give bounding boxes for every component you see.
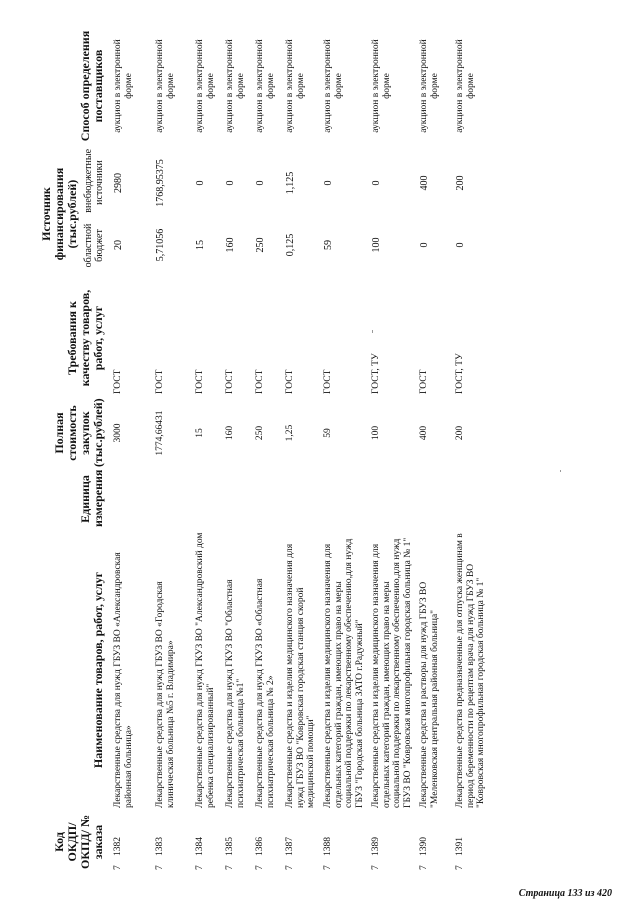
scan-speck <box>372 330 373 333</box>
regional-budget-value: 15 <box>195 240 206 251</box>
name-cell: Лекарственные средства для нужд ГКУЗ ВО «Областная психиатрическая больница № 2» <box>255 578 276 808</box>
extra-budget-value: 2980 <box>113 173 124 194</box>
requirements-cell: ГОСТ <box>323 369 333 394</box>
unit-cell <box>111 469 153 529</box>
code-pair <box>285 814 296 870</box>
table-row <box>111 23 153 873</box>
code-value: 7 <box>371 865 381 870</box>
extra-budget-value: 400 <box>419 175 430 191</box>
col-header-unit: Единица измерения <box>78 469 105 527</box>
code-pair <box>113 814 124 870</box>
order-number: 1387 <box>285 837 295 856</box>
name-cell: Лекарственные средства для нужд ГКУЗ ВО "Областная психиатрическая больница №1" <box>225 579 246 808</box>
name-cell: Лекарственные средства и изделия медицинского назначения для нужд ГБУЗ ВО "Ковровская городская станция скорой медицинской помощи" <box>285 543 316 808</box>
source-values <box>455 152 466 276</box>
page-number: Страница 133 из 420 <box>518 888 612 899</box>
table-row <box>369 23 417 873</box>
requirements-cell: ГОСТ <box>419 369 429 394</box>
code-pair <box>155 814 166 870</box>
table-row <box>417 23 453 873</box>
unit-cell <box>453 469 497 529</box>
code-cell <box>369 811 417 873</box>
source-values <box>323 152 334 276</box>
method-cell: аукцион в электронной форме <box>225 39 246 133</box>
name-cell: Лекарственные средства и изделия медицинского назначения для отдельных категорий граждан, имеющих право на меры социальной поддержки по лекарственному обеспечению,для нужд ГБУЗ ВО "Ковровская многопрофильная городская больница № 1" <box>371 537 413 808</box>
code-cell <box>453 811 497 873</box>
code-pair <box>455 814 466 870</box>
code-pair <box>371 814 382 870</box>
header-row <box>38 23 111 873</box>
source-cell <box>223 149 253 279</box>
source-cell <box>153 149 193 279</box>
cost-cell: 160 <box>225 425 235 441</box>
code-value: 7 <box>155 865 165 870</box>
extra-budget-value: 1,125 <box>285 171 296 195</box>
code-value: 7 <box>255 865 265 870</box>
order-number: 1383 <box>155 837 165 856</box>
source-cell <box>369 149 417 279</box>
code-cell <box>253 811 283 873</box>
order-number: 1388 <box>323 837 333 856</box>
code-pair <box>255 814 266 870</box>
table-row <box>321 23 369 873</box>
cost-cell: 250 <box>255 425 265 441</box>
code-value: 7 <box>225 865 235 870</box>
scan-speck <box>560 470 561 472</box>
method-cell: аукцион в электронной форме <box>255 39 276 133</box>
cost-cell: 1774,66431 <box>155 410 165 456</box>
order-number: 1386 <box>255 837 265 856</box>
cost-cell: 100 <box>371 425 381 441</box>
code-value: 7 <box>195 865 205 870</box>
source-values <box>371 152 382 276</box>
col-header-method: Способ определения поставщиков <box>78 30 105 142</box>
cost-cell: 15 <box>195 428 205 438</box>
extra-budget-value: 0 <box>371 180 382 186</box>
col-header-name: Наименование товаров, работ, услуг <box>91 571 105 769</box>
regional-budget-value: 59 <box>323 240 334 251</box>
regional-budget-value: 0 <box>455 242 466 248</box>
name-cell: Лекарственные средства для нужд ГКУЗ ВО "Александровский дом ребенка специализированный" <box>195 532 216 808</box>
name-cell: Лекарственные средства и изделия медицинского назначения для отдельных категорий граждан, имеющих право на меры социальной поддержки по лекарственному обеспечению,для нужд ГБУЗ "Городская больница ЗАТО г.Радужный" <box>323 538 365 808</box>
code-cell <box>153 811 193 873</box>
code-value: 7 <box>455 865 465 870</box>
source-values <box>113 152 124 276</box>
code-value: 7 <box>323 865 333 870</box>
code-pair <box>225 814 236 870</box>
code-pair <box>195 814 206 870</box>
cost-cell: 200 <box>455 425 465 441</box>
regional-budget-value: 0 <box>419 242 430 248</box>
order-number: 1390 <box>419 837 429 856</box>
unit-cell <box>321 469 369 529</box>
source-cell <box>253 149 283 279</box>
method-cell: аукцион в электронной форме <box>455 39 476 133</box>
code-pair <box>323 814 334 870</box>
regional-budget-value: 20 <box>113 240 124 251</box>
code-cell <box>283 811 321 873</box>
extra-budget-value: 0 <box>195 180 206 186</box>
method-cell: аукцион в электронной форме <box>285 39 306 133</box>
requirements-cell: ГОСТ <box>225 369 235 394</box>
unit-cell <box>417 469 453 529</box>
order-number: 1382 <box>113 837 123 856</box>
order-number: 1385 <box>225 837 235 856</box>
unit-cell <box>223 469 253 529</box>
requirements-cell: ГОСТ <box>255 369 265 394</box>
table-row <box>223 23 253 873</box>
extra-budget-value: 0 <box>225 180 236 186</box>
source-values <box>419 152 430 276</box>
method-cell: аукцион в электронной форме <box>155 39 176 133</box>
name-cell: Лекарственные средства предназначенные для отпуска женщинам в период беременности по рецептам врача для нужд ГБУЗ ВО "Ковровская многопрофильная городская больница № 1" <box>455 533 486 808</box>
extra-budget-value: 0 <box>323 180 334 186</box>
requirements-cell: ГОСТ, ТУ <box>455 353 465 394</box>
regional-budget-value: 0,125 <box>285 233 296 257</box>
regional-budget-value: 5,71056 <box>155 228 166 262</box>
source-cell <box>111 149 153 279</box>
source-cell <box>453 149 497 279</box>
method-cell: аукцион в электронной форме <box>419 39 440 133</box>
source-cell <box>283 149 321 279</box>
source-title: Источник финансирования (тыс.рублей) <box>39 167 79 261</box>
method-cell: аукцион в электронной форме <box>195 39 216 133</box>
source-values <box>225 152 236 276</box>
table-row <box>253 23 283 873</box>
source-values <box>285 152 296 276</box>
cost-cell: 3000 <box>113 423 123 443</box>
unit-cell <box>369 469 417 529</box>
col-header-code: Код ОКДП/ ОКПД/ № заказа <box>52 814 105 870</box>
unit-cell <box>153 469 193 529</box>
table-row <box>283 23 321 873</box>
source-values <box>255 152 266 276</box>
code-cell <box>223 811 253 873</box>
code-value: 7 <box>419 865 429 870</box>
order-number: 1384 <box>195 837 205 856</box>
extra-budget-value: 200 <box>455 175 466 191</box>
code-cell <box>321 811 369 873</box>
name-cell: Лекарственные средства для нужд ГБУЗ ВО «Александровская районная больница» <box>113 552 134 808</box>
requirements-cell: ГОСТ <box>113 369 123 394</box>
col-header-requirements: Требования к качеству товаров, работ, услуг <box>65 289 105 387</box>
name-cell: Лекарственные средства и растворы для нужд ГБУЗ ВО "Меленковская центральная районная больница" <box>419 581 440 808</box>
method-cell: аукцион в электронной форме <box>323 39 344 133</box>
cost-cell: 59 <box>323 428 333 438</box>
source-cell <box>193 149 223 279</box>
col-header-source <box>38 149 111 279</box>
regional-budget-value: 160 <box>225 237 236 253</box>
extra-budget-value: 1768,95375 <box>155 159 166 207</box>
table-row <box>193 23 223 873</box>
method-cell: аукцион в электронной форме <box>113 39 134 133</box>
requirements-cell: ГОСТ <box>155 369 165 394</box>
cost-cell: 1,25 <box>285 424 295 442</box>
cost-cell: 400 <box>419 425 429 441</box>
source-cell <box>417 149 453 279</box>
col-header-cost: Полная стоимость закупок (тыс.рублей) <box>52 398 105 467</box>
procurement-table <box>38 23 497 873</box>
source-values <box>155 152 166 276</box>
table-row <box>153 23 193 873</box>
requirements-cell: ГОСТ <box>195 369 205 394</box>
unit-cell <box>253 469 283 529</box>
code-cell <box>417 811 453 873</box>
source-cell <box>321 149 369 279</box>
name-cell: Лекарственные средства для нужд ГБУЗ ВО «Городская клиническая больница №5 г. Владимира» <box>155 581 176 808</box>
code-pair <box>419 814 430 870</box>
unit-cell <box>193 469 223 529</box>
regional-budget-value: 250 <box>255 237 266 253</box>
code-cell <box>111 811 153 873</box>
source-regional-label: областной бюджет <box>83 223 105 268</box>
order-number: 1389 <box>371 837 381 856</box>
method-cell: аукцион в электронной форме <box>371 39 392 133</box>
unit-cell <box>283 469 321 529</box>
table-row <box>453 23 497 873</box>
source-values <box>195 152 206 276</box>
code-cell <box>193 811 223 873</box>
code-value: 7 <box>113 865 123 870</box>
source-extra-label: внебюджетные источники <box>83 148 105 213</box>
code-value: 7 <box>285 865 295 870</box>
requirements-cell: ГОСТ <box>285 369 295 394</box>
regional-budget-value: 100 <box>371 237 382 253</box>
order-number: 1391 <box>455 837 465 856</box>
extra-budget-value: 0 <box>255 180 266 186</box>
requirements-cell: ГОСТ, ТУ <box>371 353 381 394</box>
